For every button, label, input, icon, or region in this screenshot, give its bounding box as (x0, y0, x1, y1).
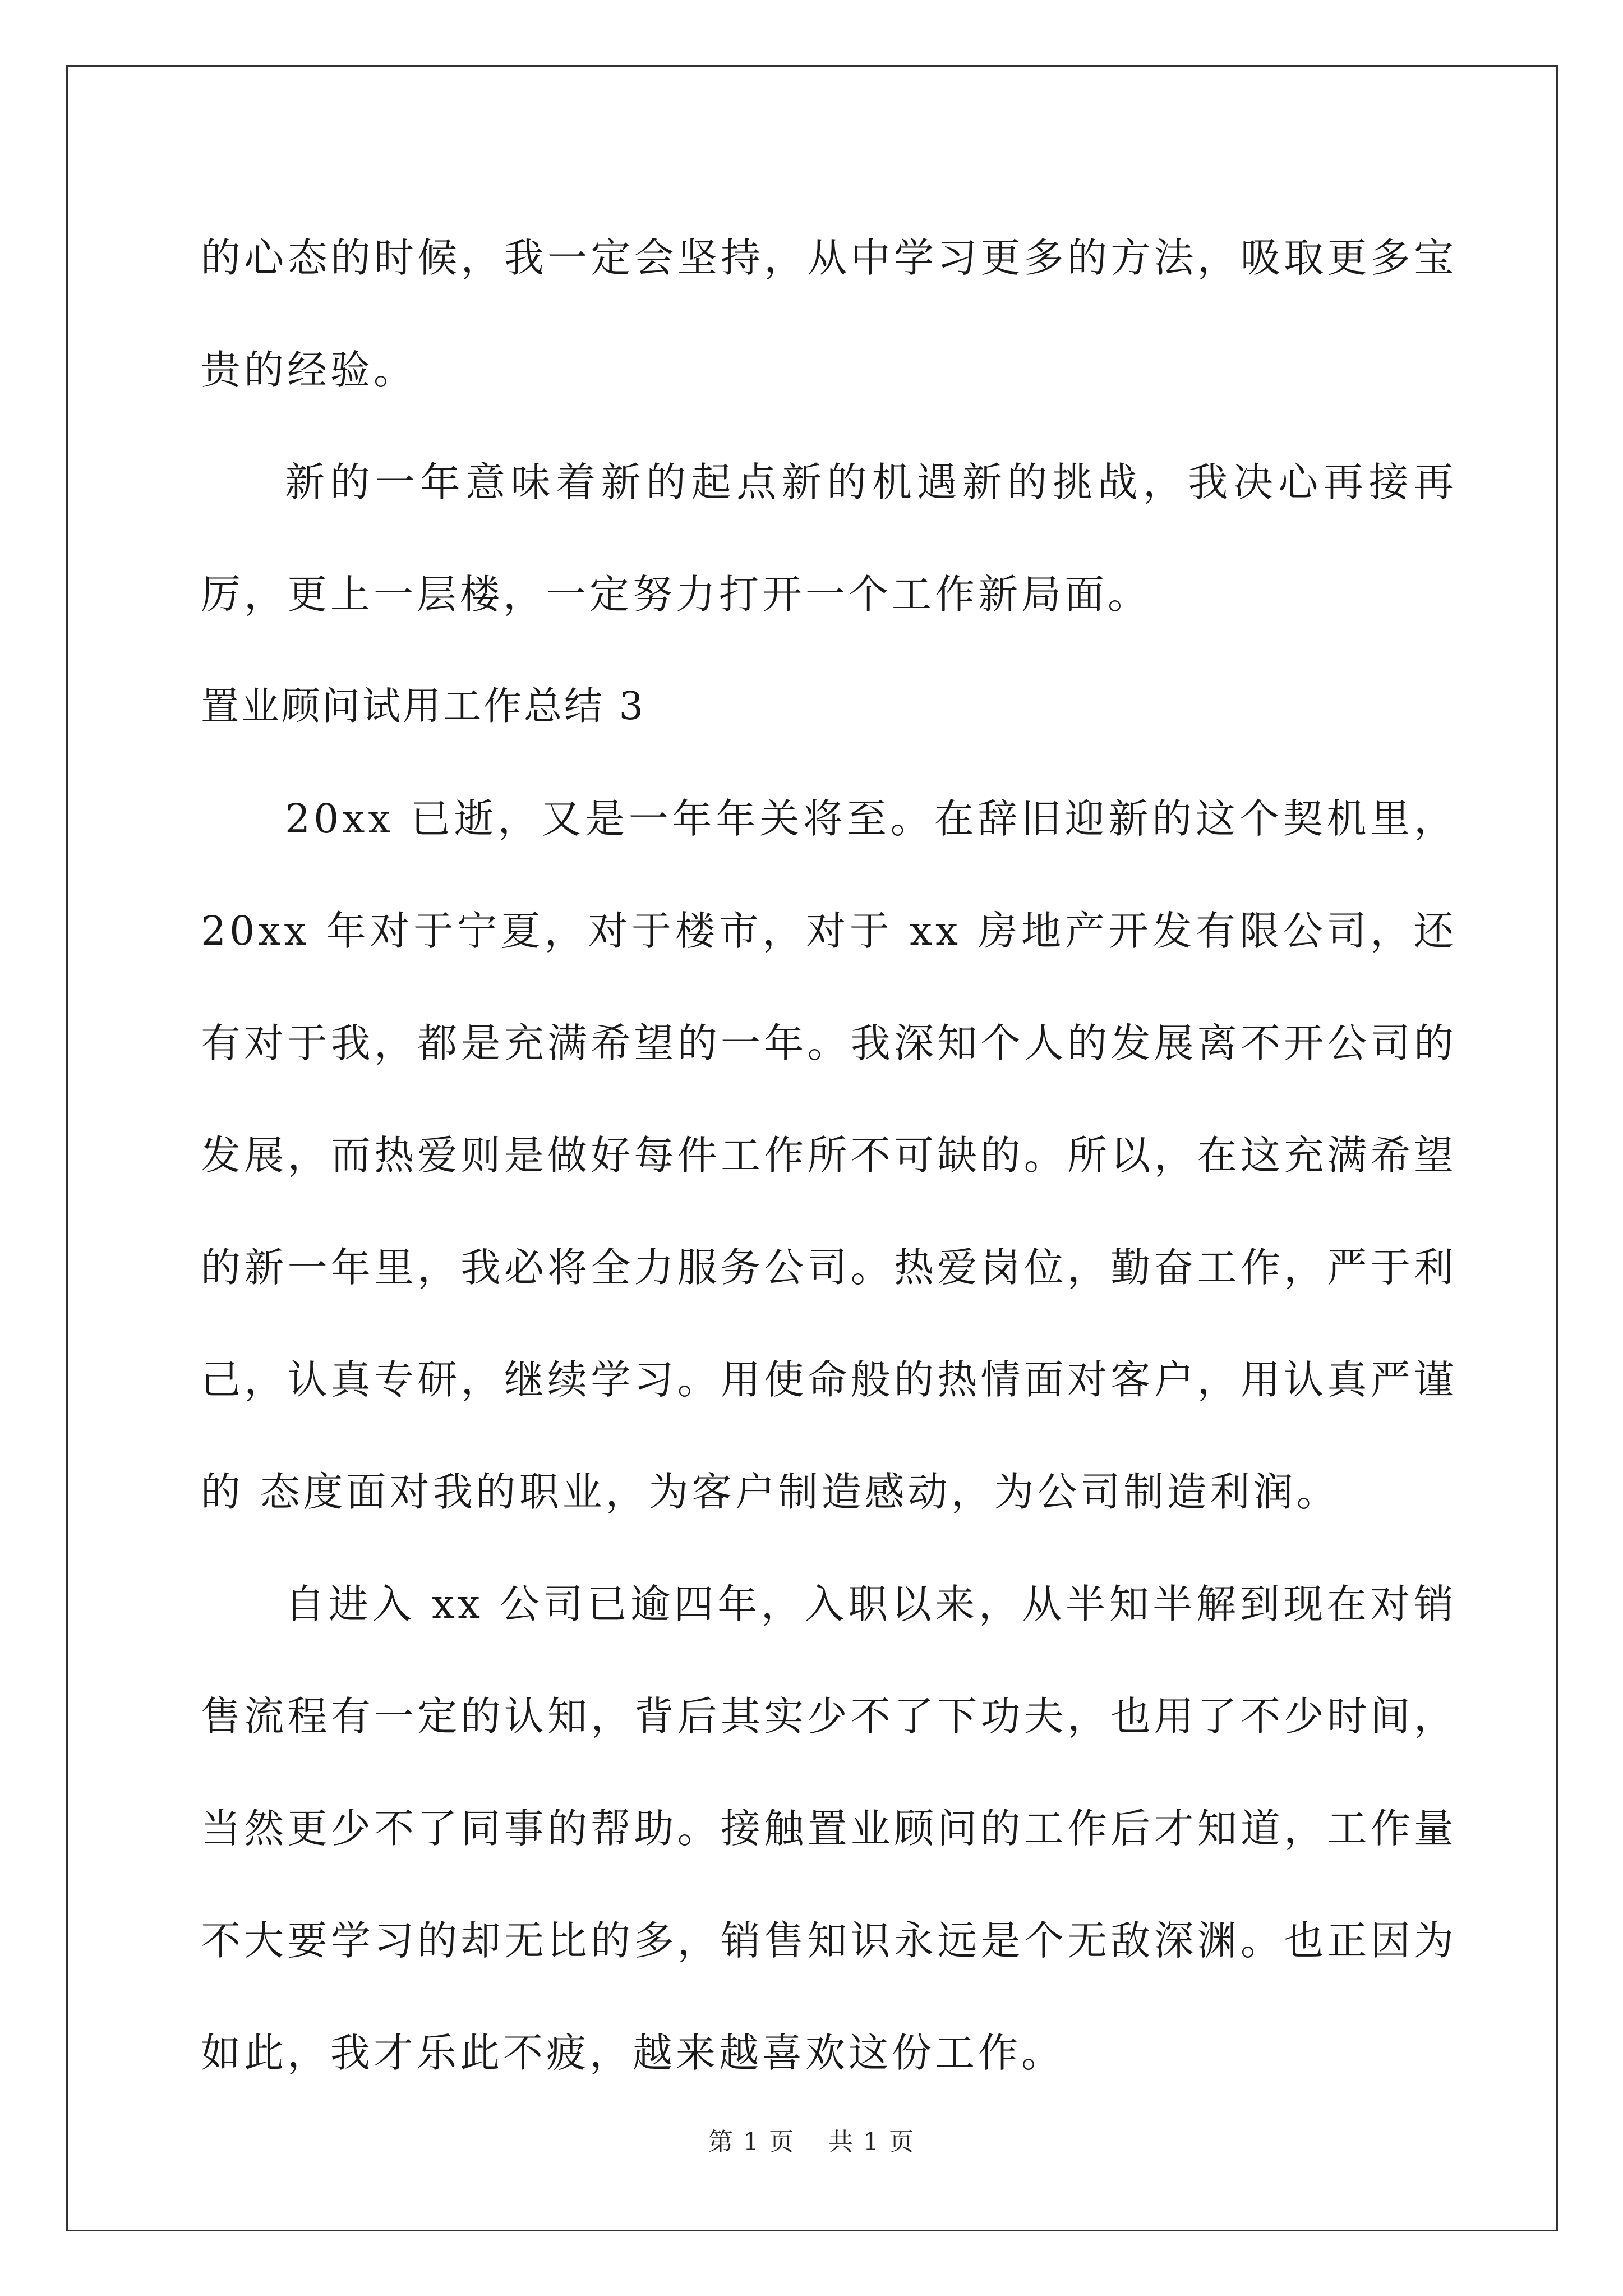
paragraph-experience: 自进入 xx 公司已逾四年，入职以来，从半知半解到现在对销售流程有一定的认知，背后其实少不了下功夫，也用了不少时间，当然更少不了同事的帮助。接触置业顾问的工作后才知道，工作量不大要学习的却无比的多，销售知识永远是个无敌深渊。也正因为如此，我才乐此不疲，越来越喜欢这份工作。 (201, 1581, 1457, 2076)
page-footer (0, 2122, 1623, 2157)
section-heading: 置业顾问试用工作总结 3 (201, 684, 645, 729)
paragraph-intro: 20xx 已逝，又是一年年关将至。在辞旧迎新的这个契机里， 20xx 年对于宁夏，对于楼市，对于 xx 房地产开发有限公司，还有对于我，都是充满希望的一年。我深知个人的发展离不开公司的发展，而热爱则是做好每件工作所不可缺的。所以，在这充满希望的新一年里，我必将全力服务公司。热爱岗位，勤奋工作，严于利己，认真专研，继续学习。用使命般的热情面对客户，用认真严谨的 态度面对我的职业，为客户制造感动，为公司制造利润。 (201, 795, 1457, 1515)
paragraph-continuation: 的心态的时候，我一定会坚持，从中学习更多的方法，吸取更多宝贵的经验。 (201, 234, 1457, 393)
document-body (201, 202, 1457, 2109)
paragraph-new-year: 新的一年意味着新的起点新的机遇新的挑战，我决心再接再厉，更上一层楼，一定努力打开一个工作新局面。 (201, 459, 1457, 618)
page-number: 第 1 页 (708, 2128, 795, 2156)
page-total: 共 1 页 (828, 2128, 915, 2156)
